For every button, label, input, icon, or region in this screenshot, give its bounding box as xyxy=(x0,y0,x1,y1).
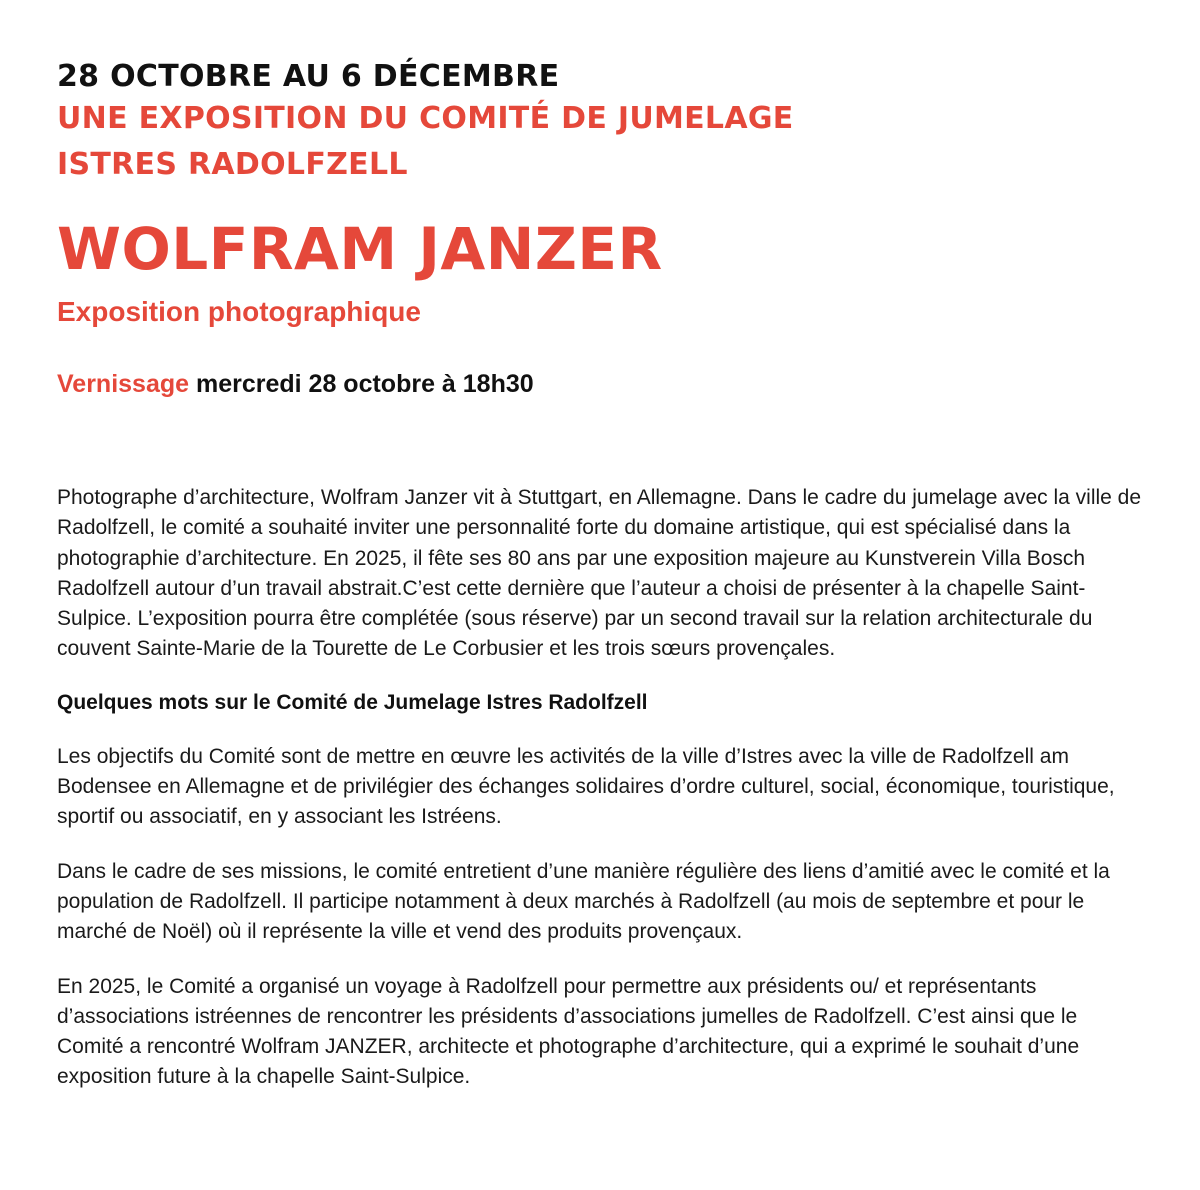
objectives-paragraph: Les objectifs du Comité sont de mettre en œuvre les activités de la ville d’Istres avec la ville de Radolfzell am Bodensee en Allemagne et de privilégier des échanges solidaires d’ordre culturel, social, économique, touristique, sportif ou associatif, en y associant les Istréens. xyxy=(57,744,1115,829)
vernissage-line xyxy=(57,368,1147,400)
missions-paragraph: Dans le cadre de ses missions, le comité entretient d’une manière régulière des liens d’amitié avec le comité et la population de Radolfzell. Il participe notamment à deux marchés à Radolfzell (au mois de septembre et pour le marché de Noël) où il représente la ville et vend des produits provençaux. xyxy=(57,859,1110,944)
vernissage-label: Vernissage xyxy=(57,370,190,398)
exhibition-type: Exposition photographique xyxy=(57,296,421,327)
section-heading: Quelques mots sur le Comité de Jumelage Istres Radolfzell xyxy=(57,690,648,714)
artist-name: WOLFRAM JANZER xyxy=(57,215,663,283)
organizer-line-1: UNE EXPOSITION DU COMITÉ DE JUMELAGE xyxy=(57,101,794,136)
voyage-paragraph: En 2025, le Comité a organisé un voyage à Radolfzell pour permettre aux présidents ou/ et représentants d’associations istréennes de rencontrer les présidents d’associations jumelles de Radolfzell. C’est ainsi que le Comité a rencontré Wolfram JANZER, architecte et photographe d’architecture, qui a exprimé le souhait d’une exposition future à la chapelle Saint-Sulpice. xyxy=(57,974,1080,1089)
intro-paragraph: Photographe d’architecture, Wolfram Janzer vit à Stuttgart, en Allemagne. Dans le cadre du jumelage avec la ville de Radolfzell, le comité a souhaité inviter une personnalité forte du domaine artistique, qui est spécialisé dans la photographie d’architecture. En 2025, il fête ses 80 ans par une exposition majeure au Kunstverein Villa Bosch Radolfzell autour d’un travail abstrait.C’est cette dernière que l’auteur a choisi de présenter à la chapelle Saint-Sulpice. L’exposition pourra être complétée (sous réserve) par un second travail sur la relation architecturale du couvent Sainte-Marie de la Tourette de Le Corbusier et les trois sœurs provençales. xyxy=(57,486,1142,661)
organizer-line-2: ISTRES RADOLFZELL xyxy=(57,147,408,182)
exhibition-dates: 28 OCTOBRE AU 6 DÉCEMBRE xyxy=(57,59,560,94)
exhibition-announcement xyxy=(57,58,1147,1093)
vernissage-datetime: mercredi 28 octobre à 18h30 xyxy=(195,370,534,398)
